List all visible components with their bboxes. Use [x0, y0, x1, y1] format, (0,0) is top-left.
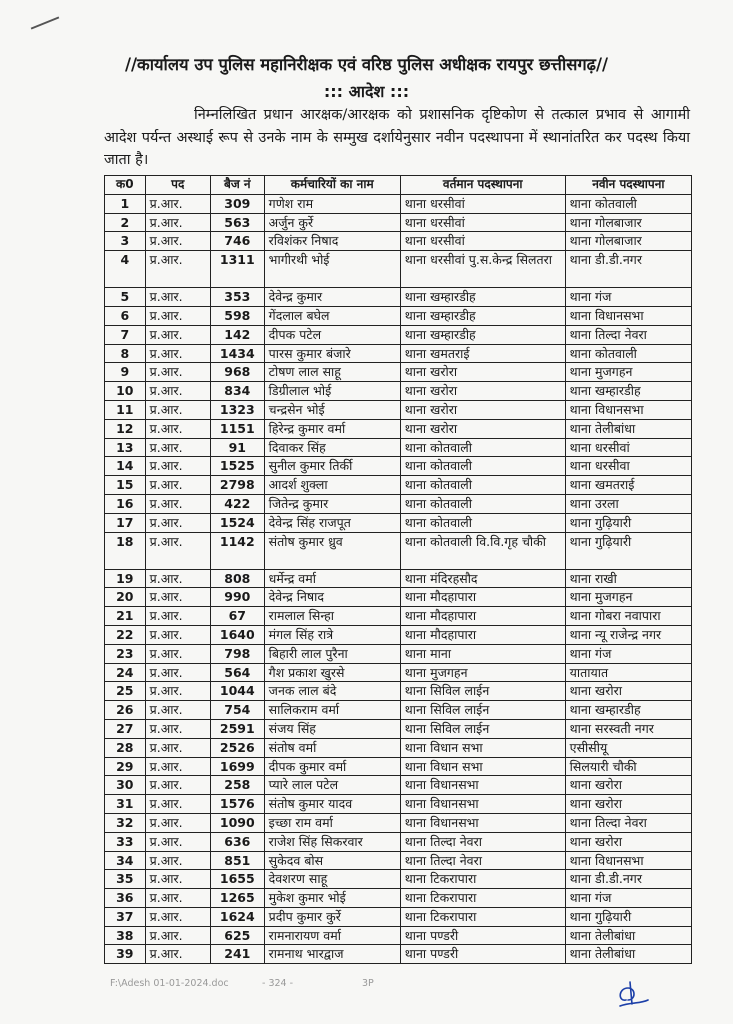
serial-cell: 7 — [105, 325, 146, 344]
employee-name-cell: गणेश राम — [264, 194, 400, 213]
table-row — [105, 795, 692, 814]
employee-name-cell: डिग्रीलाल भोई — [264, 382, 400, 401]
badge-cell: 564 — [210, 663, 264, 682]
col-name-header: कर्मचारियों का नाम — [264, 176, 400, 195]
post-cell: प्र.आर. — [145, 569, 210, 588]
post-cell: प्र.आर. — [145, 719, 210, 738]
employee-name-cell: बिहारी लाल पुरैना — [264, 644, 400, 663]
serial-cell: 32 — [105, 813, 146, 832]
new-posting-cell: थाना सरस्वती नगर — [565, 719, 691, 738]
badge-cell: 1142 — [210, 532, 264, 569]
post-cell: प्र.आर. — [145, 907, 210, 926]
serial-cell: 15 — [105, 476, 146, 495]
current-posting-cell: थाना खमतराई — [400, 344, 565, 363]
table-row — [105, 719, 692, 738]
table-row — [105, 588, 692, 607]
serial-cell: 39 — [105, 945, 146, 964]
current-posting-cell: थाना तिल्दा नेवरा — [400, 851, 565, 870]
current-posting-cell: थाना खम्हारडीह — [400, 288, 565, 307]
current-posting-cell: थाना मुजगहन — [400, 663, 565, 682]
badge-cell: 625 — [210, 926, 264, 945]
employee-name-cell: चन्द्रसेन भोई — [264, 400, 400, 419]
employee-name-cell: रामनाथ भारद्वाज — [264, 945, 400, 964]
current-posting-cell: थाना धरसीवां — [400, 232, 565, 251]
table-row — [105, 213, 692, 232]
serial-cell: 22 — [105, 625, 146, 644]
new-posting-cell: थाना गोबरा नवापारा — [565, 607, 691, 626]
badge-cell: 968 — [210, 363, 264, 382]
new-posting-cell: थाना न्यू राजेन्द्र नगर — [565, 625, 691, 644]
current-posting-cell: थाना कोतवाली — [400, 513, 565, 532]
post-cell: प्र.आर. — [145, 926, 210, 945]
table-row — [105, 438, 692, 457]
serial-cell: 33 — [105, 832, 146, 851]
order-heading: ::: आदेश ::: — [323, 82, 410, 101]
serial-cell: 20 — [105, 588, 146, 607]
employee-name-cell: रामनारायण वर्मा — [264, 926, 400, 945]
current-posting-cell: थाना सिविल लाईन — [400, 701, 565, 720]
employee-name-cell: इच्छा राम वर्मा — [264, 813, 400, 832]
badge-cell: 851 — [210, 851, 264, 870]
employee-name-cell: जितेन्द्र कुमार — [264, 494, 400, 513]
post-cell: प्र.आर. — [145, 776, 210, 795]
post-cell: प्र.आर. — [145, 288, 210, 307]
post-cell: प्र.आर. — [145, 344, 210, 363]
table-row — [105, 288, 692, 307]
employee-name-cell: दिवाकर सिंह — [264, 438, 400, 457]
current-posting-cell: थाना कोतवाली — [400, 476, 565, 495]
employee-name-cell: टोषण लाल साहू — [264, 363, 400, 382]
employee-name-cell: संतोष कुमार यादव — [264, 795, 400, 814]
post-cell: प्र.आर. — [145, 738, 210, 757]
serial-cell: 21 — [105, 607, 146, 626]
post-cell: प्र.आर. — [145, 494, 210, 513]
current-posting-cell: थाना मंदिरहसौद — [400, 569, 565, 588]
serial-cell: 19 — [105, 569, 146, 588]
new-posting-cell: थाना खरोरा — [565, 776, 691, 795]
serial-cell: 17 — [105, 513, 146, 532]
employee-name-cell: मुकेश कुमार भोई — [264, 889, 400, 908]
new-posting-cell: थाना गुढ़ियारी — [565, 513, 691, 532]
badge-cell: 754 — [210, 701, 264, 720]
table-row — [105, 701, 692, 720]
current-posting-cell: थाना पण्डरी — [400, 945, 565, 964]
employee-name-cell: संतोष कुमार ध्रुव — [264, 532, 400, 569]
table-row — [105, 851, 692, 870]
table-row — [105, 870, 692, 889]
table-row — [105, 926, 692, 945]
new-posting-cell: थाना मुजगहन — [565, 363, 691, 382]
post-cell: प्र.आर. — [145, 213, 210, 232]
new-posting-cell: थाना गंज — [565, 644, 691, 663]
new-posting-cell: सिलयारी चौकी — [565, 757, 691, 776]
transfer-table — [104, 175, 692, 964]
badge-cell: 2798 — [210, 476, 264, 495]
table-row — [105, 325, 692, 344]
table-row — [105, 757, 692, 776]
employee-name-cell: रामलाल सिन्हा — [264, 607, 400, 626]
table-row — [105, 644, 692, 663]
post-cell: प्र.आर. — [145, 813, 210, 832]
badge-cell: 258 — [210, 776, 264, 795]
table-row — [105, 607, 692, 626]
post-cell: प्र.आर. — [145, 476, 210, 495]
post-cell: प्र.आर. — [145, 513, 210, 532]
serial-cell: 18 — [105, 532, 146, 569]
table-row — [105, 457, 692, 476]
serial-cell: 13 — [105, 438, 146, 457]
employee-name-cell: देवेन्द्र कुमार — [264, 288, 400, 307]
current-posting-cell: थाना कोतवाली वि.वि.गृह चौकी — [400, 532, 565, 569]
employee-name-cell: देवेन्द्र सिंह राजपूत — [264, 513, 400, 532]
current-posting-cell: थाना टिकरापारा — [400, 907, 565, 926]
serial-cell: 8 — [105, 344, 146, 363]
current-posting-cell: थाना माना — [400, 644, 565, 663]
new-posting-cell: थाना खरोरा — [565, 832, 691, 851]
new-posting-cell: एसीसीयू — [565, 738, 691, 757]
table-row — [105, 813, 692, 832]
col-badge-header: बैज नं — [210, 176, 264, 195]
new-posting-cell: थाना धरसीवां — [565, 438, 691, 457]
badge-cell: 2591 — [210, 719, 264, 738]
badge-cell: 1434 — [210, 344, 264, 363]
badge-cell: 1624 — [210, 907, 264, 926]
new-posting-cell: थाना गोलबाजार — [565, 232, 691, 251]
table-row — [105, 363, 692, 382]
employee-name-cell: रविशंकर निषाद — [264, 232, 400, 251]
serial-cell: 34 — [105, 851, 146, 870]
post-cell: प्र.आर. — [145, 306, 210, 325]
post-cell: प्र.आर. — [145, 532, 210, 569]
current-posting-cell: थाना धरसीवां — [400, 194, 565, 213]
current-posting-cell: थाना टिकरापारा — [400, 889, 565, 908]
serial-cell: 26 — [105, 701, 146, 720]
serial-cell: 29 — [105, 757, 146, 776]
post-cell: प्र.आर. — [145, 194, 210, 213]
serial-cell: 38 — [105, 926, 146, 945]
badge-cell: 1090 — [210, 813, 264, 832]
serial-cell: 6 — [105, 306, 146, 325]
serial-cell: 31 — [105, 795, 146, 814]
new-posting-cell: थाना गंज — [565, 288, 691, 307]
new-posting-cell: थाना विधानसभा — [565, 306, 691, 325]
serial-cell: 24 — [105, 663, 146, 682]
current-posting-cell: थाना विधानसभा — [400, 813, 565, 832]
post-cell: प्र.आर. — [145, 663, 210, 682]
employee-name-cell: देवेन्द्र निषाद — [264, 588, 400, 607]
serial-cell: 27 — [105, 719, 146, 738]
footer-file-path: F:\Adesh 01-01-2024.doc — [110, 978, 229, 989]
table-row — [105, 494, 692, 513]
serial-cell: 11 — [105, 400, 146, 419]
new-posting-cell: थाना डी.डी.नगर — [565, 870, 691, 889]
new-posting-cell: थाना राखी — [565, 569, 691, 588]
badge-cell: 636 — [210, 832, 264, 851]
current-posting-cell: थाना मौदहापारा — [400, 625, 565, 644]
new-posting-cell: थाना कोतवाली — [565, 194, 691, 213]
new-posting-cell: थाना मुजगहन — [565, 588, 691, 607]
post-cell: प्र.आर. — [145, 232, 210, 251]
serial-cell: 16 — [105, 494, 146, 513]
employee-name-cell: हिरेन्द्र कुमार वर्मा — [264, 419, 400, 438]
serial-cell: 5 — [105, 288, 146, 307]
post-cell: प्र.आर. — [145, 945, 210, 964]
table-row — [105, 232, 692, 251]
badge-cell: 1524 — [210, 513, 264, 532]
current-posting-cell: थाना मौदहापारा — [400, 588, 565, 607]
employee-name-cell: दीपक कुमार वर्मा — [264, 757, 400, 776]
badge-cell: 1655 — [210, 870, 264, 889]
employee-name-cell: सुनील कुमार तिर्की — [264, 457, 400, 476]
table-header-row — [105, 176, 692, 195]
serial-cell: 14 — [105, 457, 146, 476]
table-row — [105, 682, 692, 701]
post-cell: प्र.आर. — [145, 588, 210, 607]
post-cell: प्र.आर. — [145, 625, 210, 644]
post-cell: प्र.आर. — [145, 251, 210, 288]
current-posting-cell: थाना खरोरा — [400, 419, 565, 438]
table-row — [105, 476, 692, 495]
current-posting-cell: थाना सिविल लाईन — [400, 682, 565, 701]
serial-cell: 2 — [105, 213, 146, 232]
new-posting-cell: थाना खरोरा — [565, 682, 691, 701]
current-posting-cell: थाना विधान सभा — [400, 738, 565, 757]
order-intro-paragraph: निम्नलिखित प्रधान आरक्षक/आरक्षक को प्रशासनिक दृष्टिकोण से तत्काल प्रभाव से आगामी आदेश पर्यन्त अस्थाई रूप से उनके नाम के सम्मुख दर्शायेनुसार नवीन पदस्थापना में स्थानांतरित कर पदस्थ किया जाता है। — [104, 107, 690, 168]
new-posting-cell: थाना तिल्दा नेवरा — [565, 325, 691, 344]
employee-name-cell: संजय सिंह — [264, 719, 400, 738]
post-cell: प्र.आर. — [145, 325, 210, 344]
employee-name-cell: भागीरथी भोई — [264, 251, 400, 288]
employee-name-cell: पारस कुमार बंजारे — [264, 344, 400, 363]
table-row — [105, 889, 692, 908]
table-row — [105, 907, 692, 926]
current-posting-cell: थाना कोतवाली — [400, 438, 565, 457]
current-posting-cell: थाना खरोरा — [400, 400, 565, 419]
badge-cell: 1640 — [210, 625, 264, 644]
serial-cell: 10 — [105, 382, 146, 401]
badge-cell: 798 — [210, 644, 264, 663]
new-posting-cell: थाना गोलबाजार — [565, 213, 691, 232]
serial-cell: 4 — [105, 251, 146, 288]
badge-cell: 142 — [210, 325, 264, 344]
employee-name-cell: जनक लाल बंदे — [264, 682, 400, 701]
table-row — [105, 194, 692, 213]
current-posting-cell: थाना खरोरा — [400, 363, 565, 382]
serial-cell: 30 — [105, 776, 146, 795]
table-row — [105, 945, 692, 964]
badge-cell: 1323 — [210, 400, 264, 419]
current-posting-cell: थाना खम्हारडीह — [400, 306, 565, 325]
col-new-posting-header: नवीन पदस्थापना — [565, 176, 691, 195]
employee-name-cell: दीपक पटेल — [264, 325, 400, 344]
table-row — [105, 306, 692, 325]
badge-cell: 2526 — [210, 738, 264, 757]
employee-name-cell: देवशरण साहू — [264, 870, 400, 889]
badge-cell: 422 — [210, 494, 264, 513]
serial-cell: 37 — [105, 907, 146, 926]
badge-cell: 1265 — [210, 889, 264, 908]
post-cell: प्र.आर. — [145, 382, 210, 401]
employee-name-cell: अर्जुन कुर्रे — [264, 213, 400, 232]
table-row — [105, 625, 692, 644]
footer-page-number: - 324 - — [262, 978, 294, 989]
current-posting-cell: थाना विधानसभा — [400, 776, 565, 795]
table-row — [105, 251, 692, 288]
current-posting-cell: थाना मौदहापारा — [400, 607, 565, 626]
col-post-header: पद — [145, 176, 210, 195]
badge-cell: 91 — [210, 438, 264, 457]
serial-cell: 25 — [105, 682, 146, 701]
employee-name-cell: धर्मेन्द्र वर्मा — [264, 569, 400, 588]
new-posting-cell: थाना खम्हारडीह — [565, 382, 691, 401]
table-row — [105, 419, 692, 438]
current-posting-cell: थाना कोतवाली — [400, 457, 565, 476]
badge-cell: 241 — [210, 945, 264, 964]
badge-cell: 1311 — [210, 251, 264, 288]
table-row — [105, 382, 692, 401]
current-posting-cell: थाना धरसीवां — [400, 213, 565, 232]
serial-cell: 3 — [105, 232, 146, 251]
new-posting-cell: थाना तिल्दा नेवरा — [565, 813, 691, 832]
new-posting-cell: थाना गंज — [565, 889, 691, 908]
badge-cell: 67 — [210, 607, 264, 626]
employee-name-cell: सुकेदव बोस — [264, 851, 400, 870]
serial-cell: 35 — [105, 870, 146, 889]
post-cell: प्र.आर. — [145, 757, 210, 776]
new-posting-cell: थाना खम्हारडीह — [565, 701, 691, 720]
table-row — [105, 569, 692, 588]
badge-cell: 598 — [210, 306, 264, 325]
serial-cell: 36 — [105, 889, 146, 908]
badge-cell: 353 — [210, 288, 264, 307]
new-posting-cell: थाना विधानसभा — [565, 400, 691, 419]
serial-cell: 28 — [105, 738, 146, 757]
employee-name-cell: गैश प्रकाश खुरसे — [264, 663, 400, 682]
table-row — [105, 663, 692, 682]
current-posting-cell: थाना खम्हारडीह — [400, 325, 565, 344]
employee-name-cell: गेंदलाल बघेल — [264, 306, 400, 325]
employee-name-cell: राजेश सिंह सिकरवार — [264, 832, 400, 851]
employee-name-cell: प्रदीप कुमार कुर्रे — [264, 907, 400, 926]
new-posting-cell: थाना तेलीबांधा — [565, 419, 691, 438]
new-posting-cell: थाना डी.डी.नगर — [565, 251, 691, 288]
employee-name-cell: सालिकराम वर्मा — [264, 701, 400, 720]
new-posting-cell: थाना विधानसभा — [565, 851, 691, 870]
new-posting-cell: यातायात — [565, 663, 691, 682]
badge-cell: 1151 — [210, 419, 264, 438]
new-posting-cell: थाना तेलीबांधा — [565, 926, 691, 945]
post-cell: प्र.आर. — [145, 832, 210, 851]
col-serial-header: क0 — [105, 176, 146, 195]
office-title: //कार्यालय उप पुलिस महानिरीक्षक एवं वरिष्ठ पुलिस अधीक्षक रायपुर छत्तीसगढ़// — [124, 55, 609, 74]
table-row — [105, 344, 692, 363]
post-cell: प्र.आर. — [145, 419, 210, 438]
current-posting-cell: थाना कोतवाली — [400, 494, 565, 513]
post-cell: प्र.आर. — [145, 889, 210, 908]
badge-cell: 1576 — [210, 795, 264, 814]
post-cell: प्र.आर. — [145, 795, 210, 814]
post-cell: प्र.आर. — [145, 363, 210, 382]
employee-name-cell: मंगल सिंह रात्रे — [264, 625, 400, 644]
employee-name-cell: संतोष वर्मा — [264, 738, 400, 757]
current-posting-cell: थाना विधानसभा — [400, 795, 565, 814]
serial-cell: 23 — [105, 644, 146, 663]
badge-cell: 1699 — [210, 757, 264, 776]
employee-name-cell: आदर्श शुक्ला — [264, 476, 400, 495]
current-posting-cell: थाना सिविल लाईन — [400, 719, 565, 738]
current-posting-cell: थाना पण्डरी — [400, 926, 565, 945]
current-posting-cell: थाना टिकरापारा — [400, 870, 565, 889]
new-posting-cell: थाना गुढ़ियारी — [565, 907, 691, 926]
badge-cell: 1525 — [210, 457, 264, 476]
post-cell: प्र.आर. — [145, 644, 210, 663]
new-posting-cell: थाना खमतराई — [565, 476, 691, 495]
badge-cell: 1044 — [210, 682, 264, 701]
new-posting-cell: थाना धरसीवा — [565, 457, 691, 476]
table-row — [105, 832, 692, 851]
table-row — [105, 513, 692, 532]
badge-cell: 834 — [210, 382, 264, 401]
post-cell: प्र.आर. — [145, 400, 210, 419]
current-posting-cell: थाना विधान सभा — [400, 757, 565, 776]
serial-cell: 12 — [105, 419, 146, 438]
badge-cell: 808 — [210, 569, 264, 588]
table-row — [105, 738, 692, 757]
new-posting-cell: थाना तेलीबांधा — [565, 945, 691, 964]
signature-icon — [612, 978, 650, 1010]
badge-cell: 563 — [210, 213, 264, 232]
post-cell: प्र.आर. — [145, 870, 210, 889]
employee-name-cell: प्यारे लाल पटेल — [264, 776, 400, 795]
post-cell: प्र.आर. — [145, 457, 210, 476]
new-posting-cell: थाना कोतवाली — [565, 344, 691, 363]
current-posting-cell: थाना धरसीवां पु.स.केन्द्र सिलतरा — [400, 251, 565, 288]
table-row — [105, 776, 692, 795]
footer-mark: 3P — [362, 978, 374, 989]
new-posting-cell: थाना खरोरा — [565, 795, 691, 814]
badge-cell: 990 — [210, 588, 264, 607]
new-posting-cell: थाना उरला — [565, 494, 691, 513]
badge-cell: 746 — [210, 232, 264, 251]
current-posting-cell: थाना खरोरा — [400, 382, 565, 401]
new-posting-cell: थाना गुढ़ियारी — [565, 532, 691, 569]
serial-cell: 1 — [105, 194, 146, 213]
post-cell: प्र.आर. — [145, 701, 210, 720]
post-cell: प्र.आर. — [145, 851, 210, 870]
post-cell: प्र.आर. — [145, 607, 210, 626]
post-cell: प्र.आर. — [145, 682, 210, 701]
post-cell: प्र.आर. — [145, 438, 210, 457]
current-posting-cell: थाना तिल्दा नेवरा — [400, 832, 565, 851]
badge-cell: 309 — [210, 194, 264, 213]
table-row — [105, 400, 692, 419]
serial-cell: 9 — [105, 363, 146, 382]
col-current-posting-header: वर्तमान पदस्थापना — [400, 176, 565, 195]
table-row — [105, 532, 692, 569]
pen-mark — [31, 16, 60, 29]
